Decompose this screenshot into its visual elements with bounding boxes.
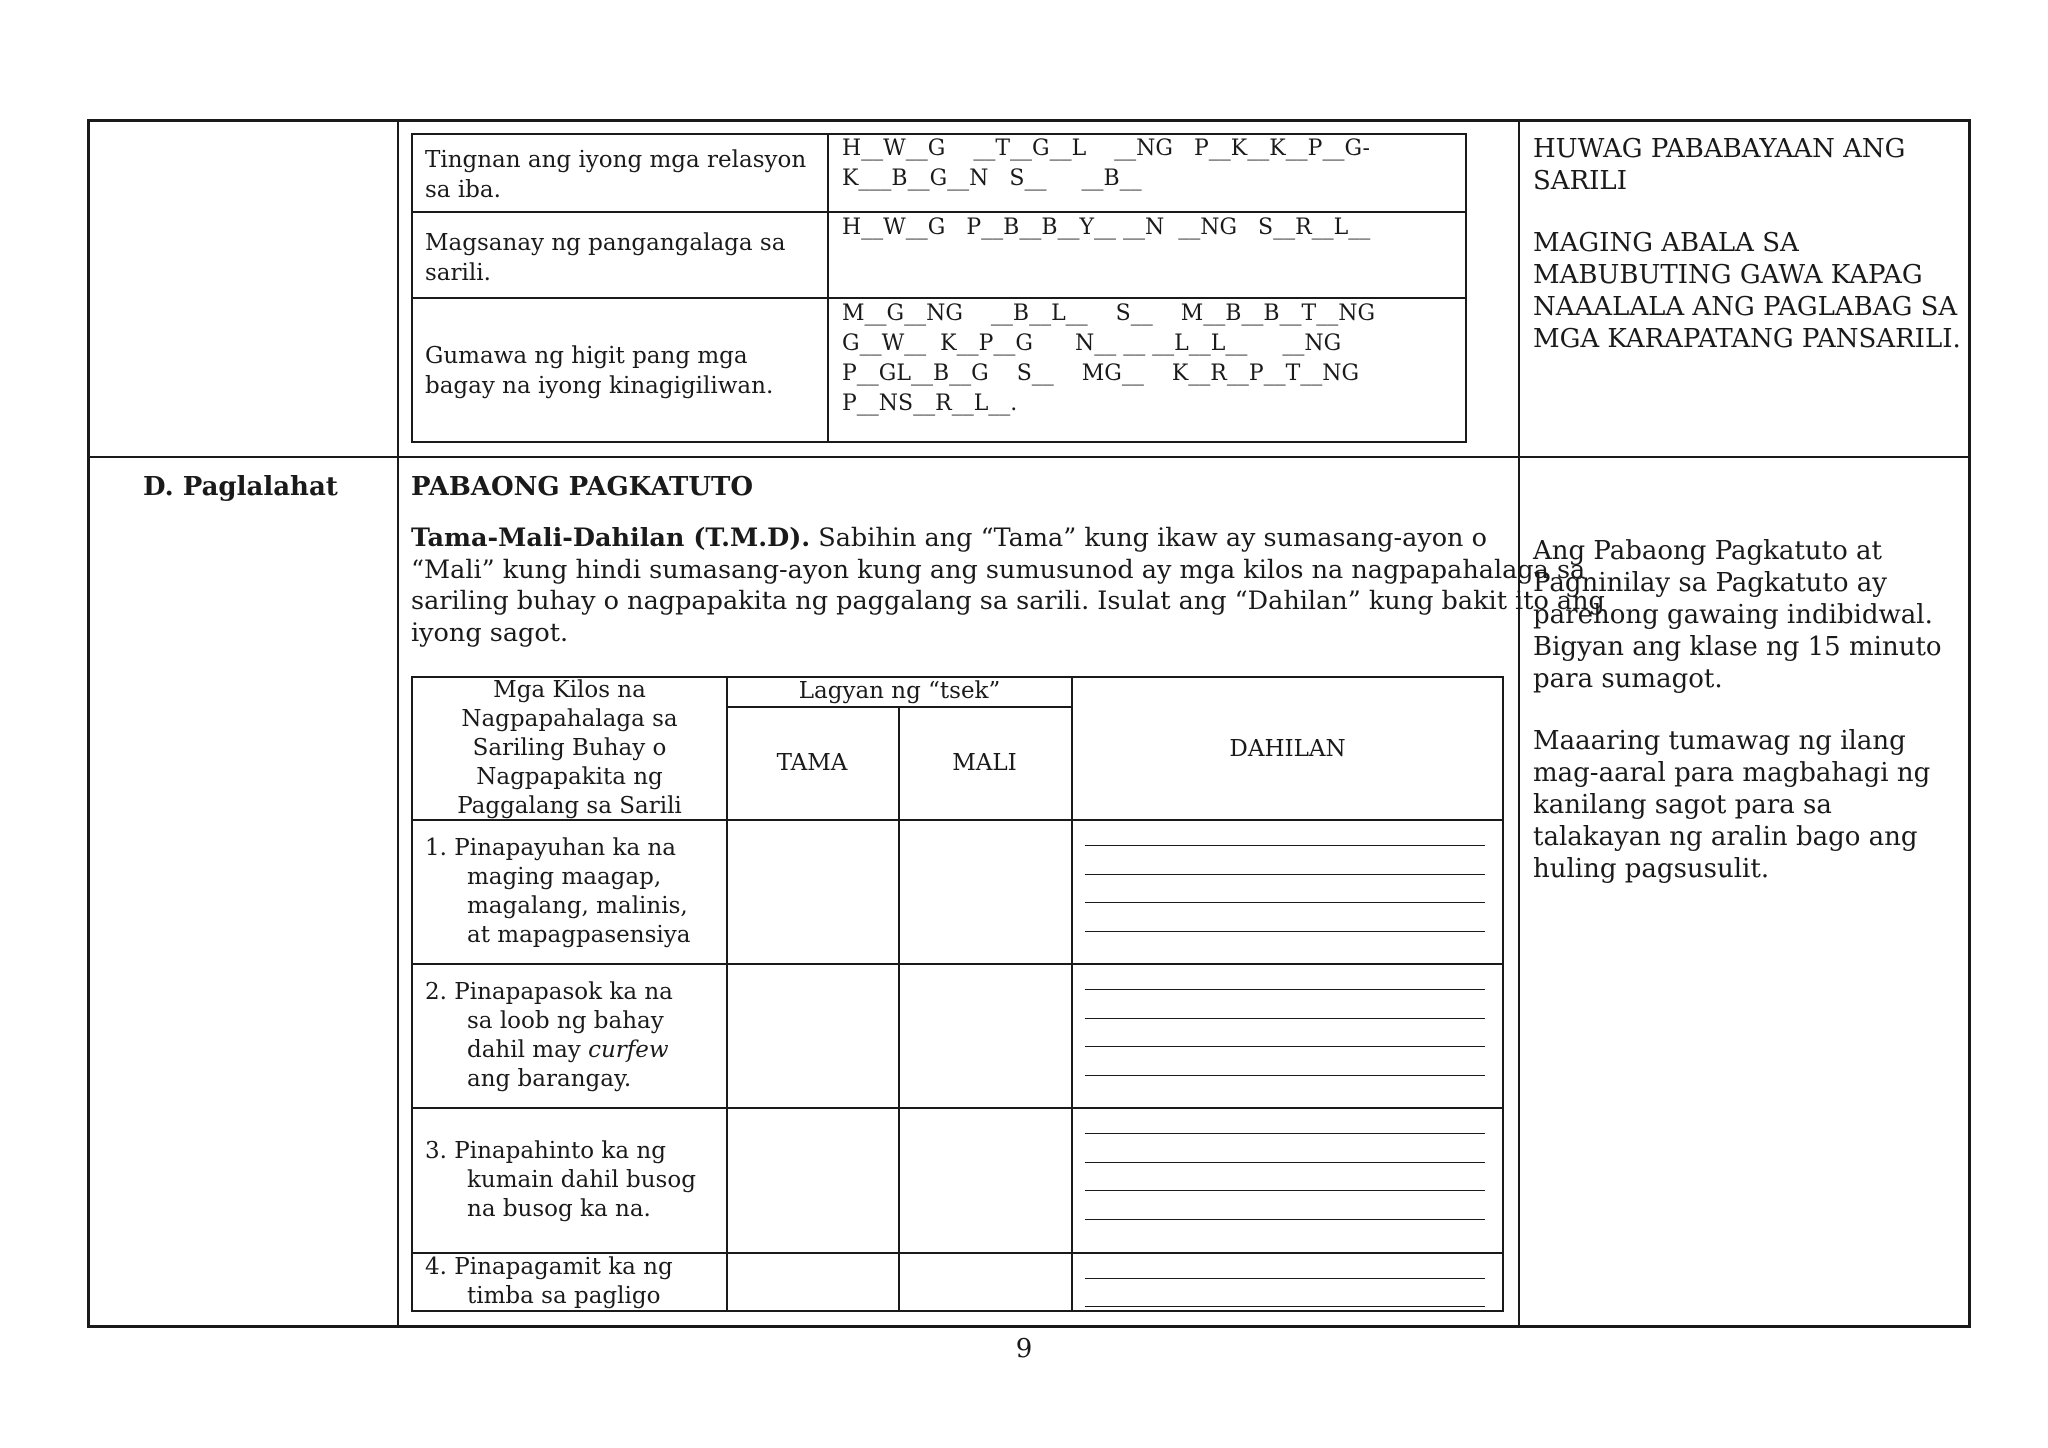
tmd-col-line bbox=[1071, 676, 1073, 1312]
tmd-header-group: Lagyan ng “tsek” bbox=[798, 678, 1001, 704]
answer-line[interactable] bbox=[1085, 989, 1485, 990]
tmd-row-action: 3. Pinapahinto ka ng kumain dahil busog na busog ka na. bbox=[425, 1138, 696, 1222]
answer-line[interactable] bbox=[1085, 1018, 1485, 1019]
answer-line[interactable] bbox=[1085, 1162, 1485, 1163]
answer-line[interactable] bbox=[1085, 874, 1485, 875]
tmd-row-action: 4. Pinapagamit ka ng timba sa pagligo bbox=[425, 1254, 673, 1309]
puzzle-task: Gumawa ng higit pang mga bagay na iyong kinagigiliwan. bbox=[425, 343, 774, 399]
column-divider-right bbox=[1518, 119, 1520, 1328]
tmd-row-action: 2. Pinapapasok ka na sa loob ng bahay dahil may curfew ang barangay. bbox=[425, 979, 673, 1092]
tmd-header-mali: MALI bbox=[952, 750, 1017, 776]
section-label: D. Paglalahat bbox=[143, 472, 338, 502]
answer-line[interactable] bbox=[1085, 1190, 1485, 1191]
answer-line[interactable] bbox=[1085, 1046, 1485, 1047]
page-number: 9 bbox=[1015, 1334, 1033, 1364]
answer-line[interactable] bbox=[1085, 1306, 1485, 1307]
tmd-row-line bbox=[411, 963, 1504, 965]
answer-line[interactable] bbox=[1085, 845, 1485, 846]
tmd-group-line bbox=[726, 706, 1073, 708]
puzzle-task: Tingnan ang iyong mga relasyon sa iba. bbox=[425, 147, 807, 203]
teacher-note: Ang Pabaong Pagkatuto at Pagninilay sa Pagkatuto ay parehong gawaing indibidwal. Bigyan ang klase ng 15 minuto para sumagot. Maaaring tumawag ng ilang mag-aaral para magbahagi ng kanilang sagot para sa talakayan ng aralin bago ang huling pagsusulit. bbox=[1533, 536, 1942, 884]
word-puzzle: H__W__G P__B__B__Y__ __N __NG S__R__L__ bbox=[842, 215, 1371, 240]
tmd-col-line bbox=[898, 706, 900, 1312]
tmd-header-tama: TAMA bbox=[776, 750, 848, 776]
answer-line[interactable] bbox=[1085, 1075, 1485, 1076]
word-puzzle: H__W__G __T__G__L __NG P__K__K__P__G- K___B__G__N S__ __B__ bbox=[842, 136, 1370, 191]
teacher-note: HUWAG PABABAYAAN ANG SARILI MAGING ABALA SA MABUBUTING GAWA KAPAG NAAALALA ANG PAGLABAG SA MGA KARAPATANG PANSARILI. bbox=[1533, 134, 1961, 354]
puzzle-table-divider bbox=[827, 133, 829, 443]
answer-line[interactable] bbox=[1085, 1219, 1485, 1220]
answer-line[interactable] bbox=[1085, 1133, 1485, 1134]
puzzle-task: Magsanay ng pangangalaga sa sarili. bbox=[425, 230, 786, 286]
tmd-row-action: 1. Pinapayuhan ka na maging maagap, magalang, malinis, at mapagpasensiya bbox=[425, 835, 691, 948]
tmd-header-dahilan: DAHILAN bbox=[1229, 736, 1346, 762]
word-puzzle: M__G__NG __B__L__ S__ M__B__B__T__NG G__W__ K__P__G N__ __ __L__L__ __NG P__GL__B__G S__ MG__ K__R__P__T__NG P__NS__R__L__. bbox=[842, 301, 1376, 416]
answer-line[interactable] bbox=[1085, 1278, 1485, 1279]
section-heading: PABAONG PAGKATUTO bbox=[411, 472, 753, 502]
tmd-header-action: Mga Kilos na Nagpapahalaga sa Sariling Buhay o Nagpapakita ng Paggalang sa Sarili bbox=[457, 677, 682, 819]
instruction-paragraph: Tama-Mali-Dahilan (T.M.D). Sabihin ang “Tama” kung ikaw ay sumasang-ayon o “Mali” kung hindi sumasang-ayon kung ang sumusunod ay mga kilos na nagpapahalaga sa sariling buhay o nagpapakita ng paggalang sa sarili. Isulat ang “Dahilan” kung bakit ito ang iyong sagot. bbox=[411, 523, 1605, 648]
tmd-row-line bbox=[411, 1107, 1504, 1109]
column-divider-left bbox=[397, 119, 399, 1328]
answer-line[interactable] bbox=[1085, 902, 1485, 903]
row-divider bbox=[87, 456, 1971, 458]
answer-line[interactable] bbox=[1085, 931, 1485, 932]
